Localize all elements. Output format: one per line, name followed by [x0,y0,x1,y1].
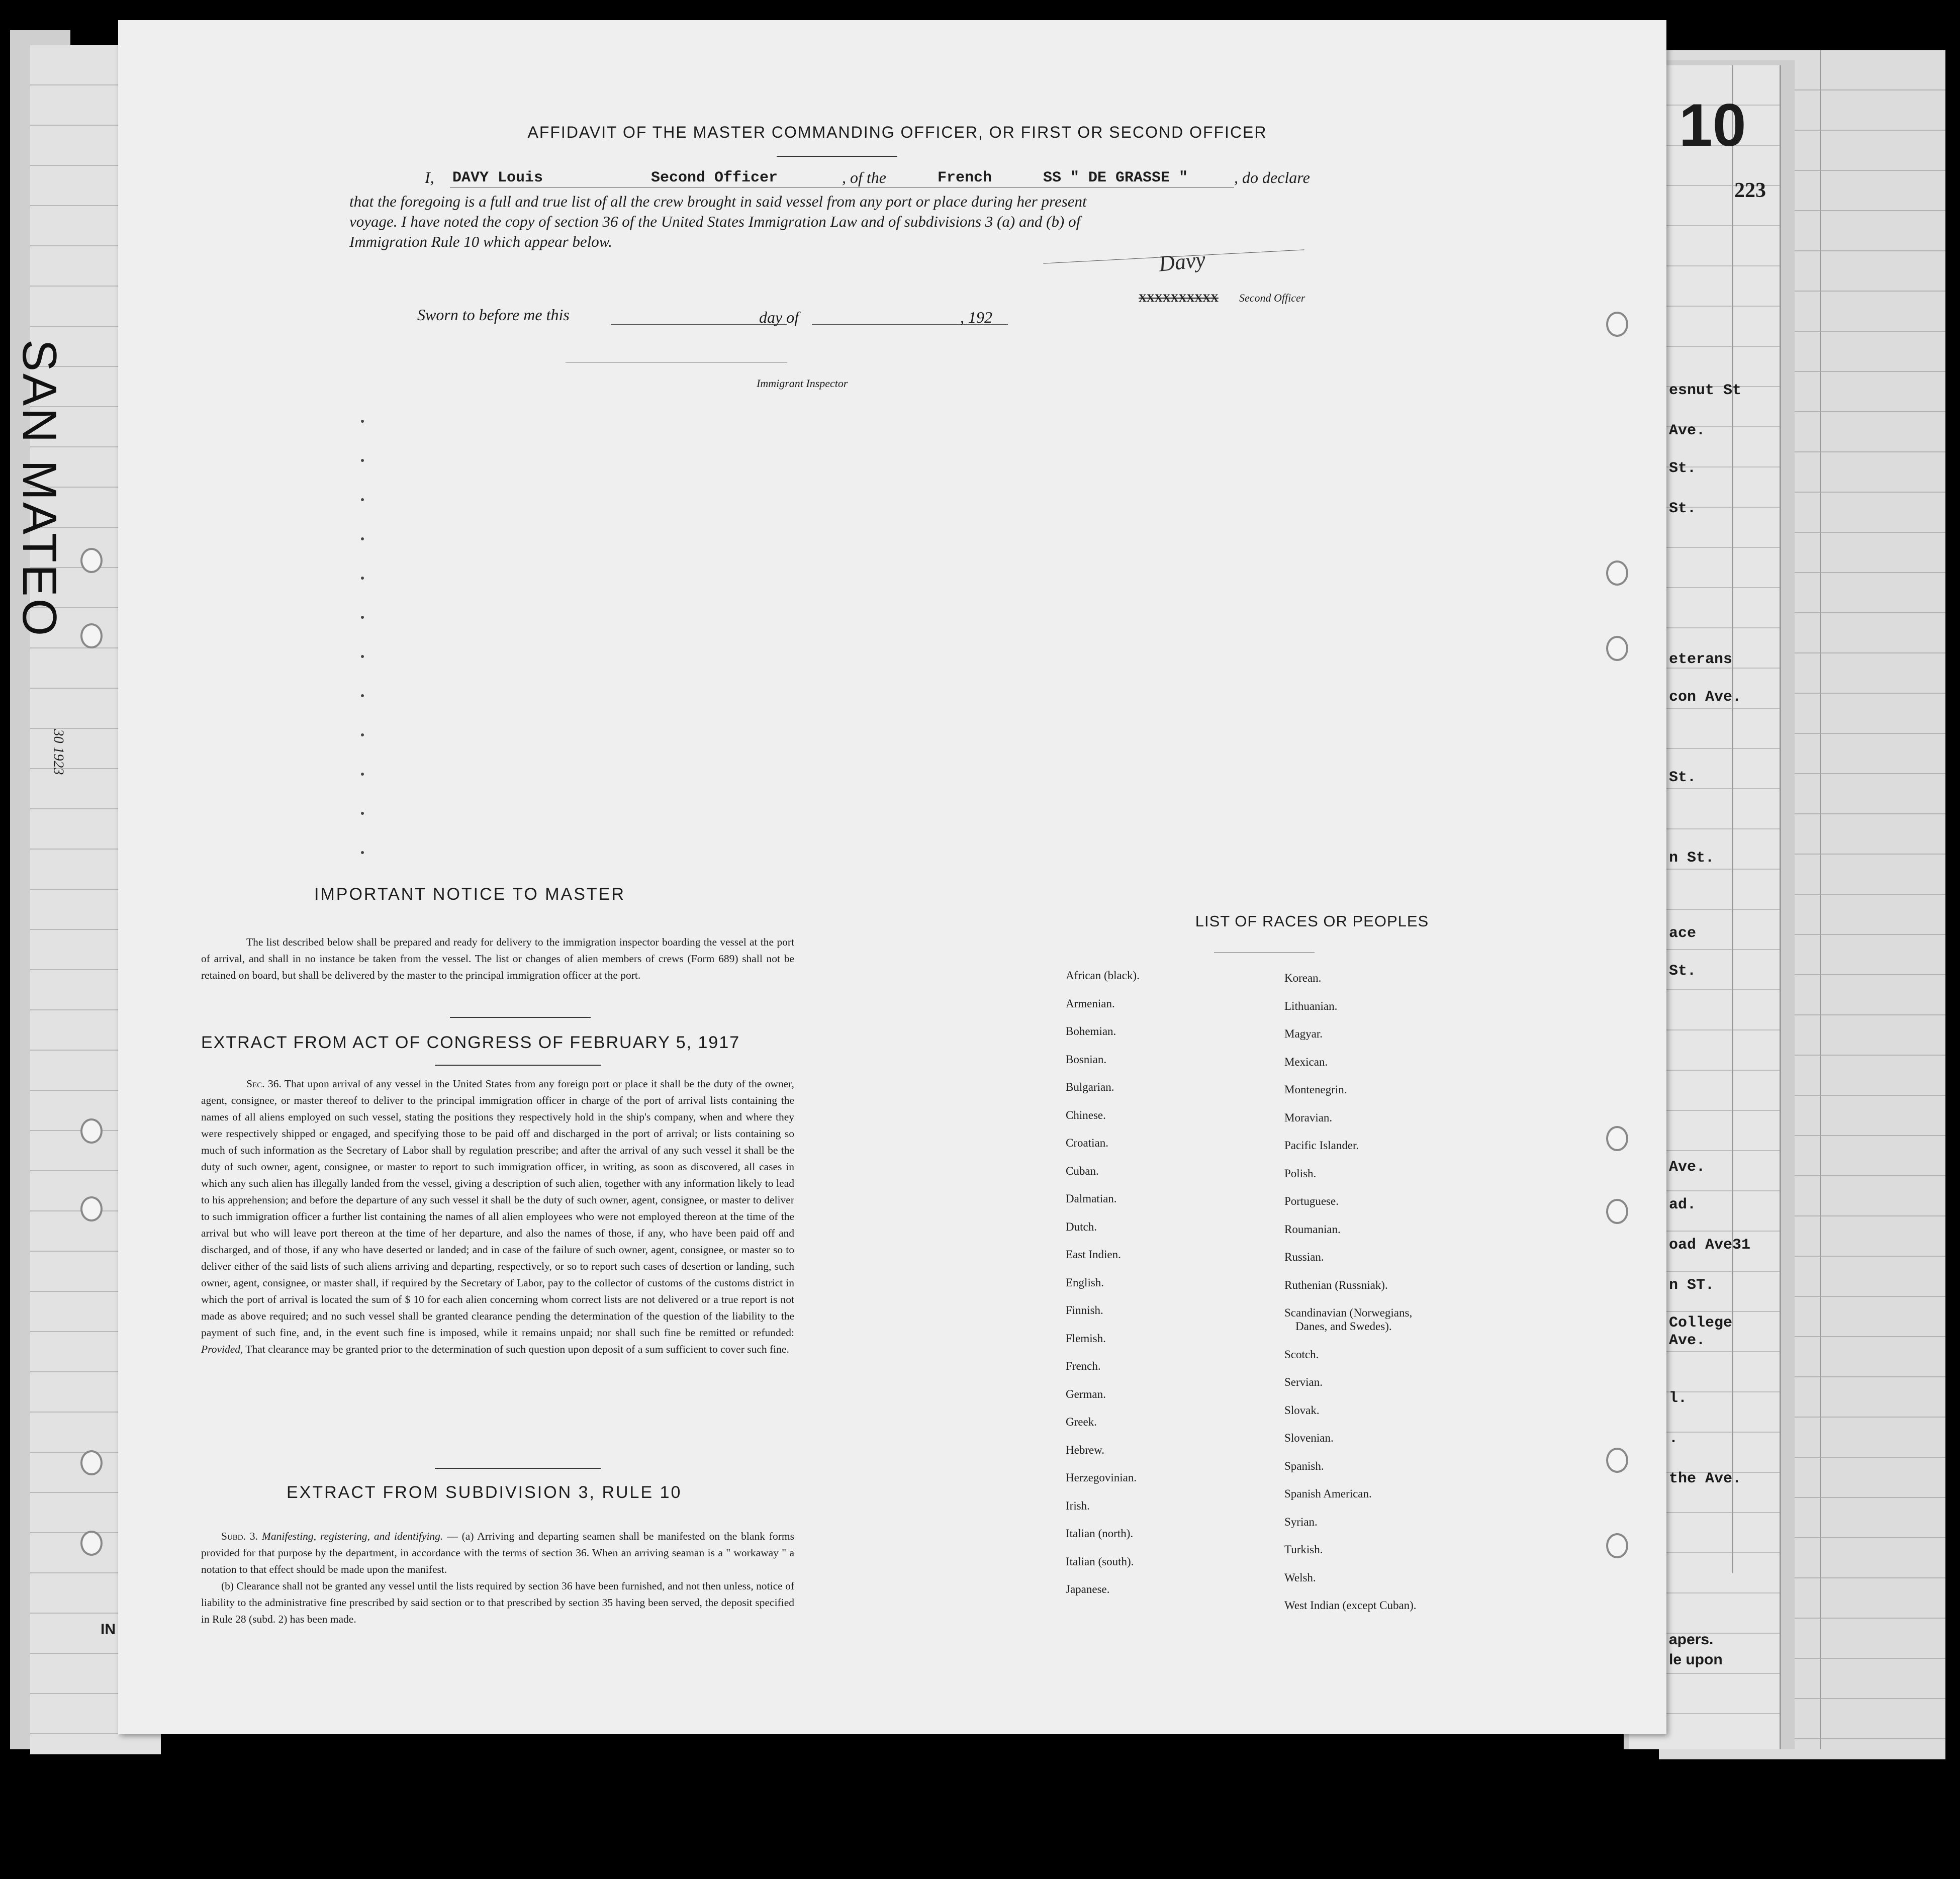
punch-hole [80,1118,103,1144]
address-cell: St. [1669,963,1697,980]
rule-title: EXTRACT FROM SUBDIVISION 3, RULE 10 [287,1483,682,1502]
punch-hole [80,1450,103,1475]
row-mark [361,420,364,423]
ship-nationality: French [938,169,992,186]
race-item: Spanish. [1284,1459,1324,1472]
punch-hole [1606,312,1628,337]
race-item: Portuguese. [1284,1195,1339,1207]
race-item: Lithuanian. [1284,999,1338,1012]
address-cell: l. [1669,1390,1688,1407]
race-item: Polish. [1284,1167,1317,1180]
rule-a: — (a) Arriving and departing seamen shall be manifested on the blank forms provided for that purpose by the department, in accordance with the terms of section 36. When an arriving seaman is a " workaway " a notation to that effect should be made upon the manifest. [201,1530,795,1575]
ship-name: SS " DE GRASSE " [1043,169,1188,186]
row-mark [361,733,364,736]
row-mark [361,655,364,658]
race-item: Finnish. [1066,1304,1103,1317]
address-cell: n St. [1669,850,1715,867]
address-cell: Ave. [1669,422,1706,439]
race-item: Korean. [1284,972,1322,984]
act-section: Sec. 36. [246,1078,282,1090]
officer-name: DAVY Louis [452,169,543,186]
punch-hole [80,623,103,648]
race-item: Scandinavian (Norwegians, [1284,1306,1413,1319]
race-item: Slovak. [1284,1403,1320,1417]
race-item: Croatian. [1066,1137,1108,1149]
race-item: Bosnian. [1066,1053,1107,1066]
affidavit-i: I, [425,168,434,186]
fill-line [450,187,1234,188]
row-mark [361,773,364,776]
address-cell: esnut St [1669,382,1742,399]
signer-title: Second Officer [1239,292,1305,304]
punch-hole [1606,1126,1628,1151]
race-item: Bulgarian. [1066,1081,1114,1093]
address-cell: Ave. [1669,1332,1706,1349]
race-item: Magyar. [1284,1027,1323,1040]
officer-signature: Davy [1157,247,1207,276]
affidavit-line-1 [425,168,434,187]
address-cell: . [1669,1430,1678,1447]
race-item: African (black). [1066,969,1140,982]
race-item: Mexican. [1284,1055,1328,1068]
divider [777,156,897,157]
race-item: Ruthenian (Russniak). [1284,1278,1388,1291]
left-footer-text: IN [101,1621,116,1638]
race-item: West Indian (except Cuban). [1284,1599,1417,1612]
race-item: Scotch. [1284,1348,1319,1361]
column-rule [1732,65,1733,1573]
race-item: Dalmatian. [1066,1192,1117,1205]
corner-mark: 10 [1679,91,1746,159]
punch-hole [80,548,103,573]
right-footer-line-1: apers. [1669,1631,1714,1648]
page-number: 223 [1734,179,1766,202]
address-cell: St. [1669,769,1697,786]
race-item: Cuban. [1066,1164,1099,1177]
race-item: Welsh. [1284,1571,1316,1584]
address-cell: n ST. [1669,1277,1715,1294]
rule-subd-title: Manifesting, registering, and identifying. [261,1530,443,1542]
races-title: LIST OF RACES OR PEOPLES [1195,912,1429,930]
notice-title: IMPORTANT NOTICE TO MASTER [314,885,625,904]
year-text: , 192 [960,308,992,326]
act-text: That upon arrival of any vessel in the United States from any foreign port or place it shall be the duty of the owner, agent, consignee, or master thereof to deliver to the principal immigration officer in charge of the port of arrival lists containing the names of all aliens employed on such vessel, stating the positions they respectively hold in the ship's company, when and where they were respectively shipped or engaged, and specifying those to be paid off and discharged in the port of arrival; or lists containing so much of such information as the Secretary of Labor shall by regulation prescribe; and after the arrival of any such vessel it shall be the duty of such owner, agent, consignee, or master to report to such immigration officer, in writing, as soon as discovered, all cases in which any such alien has illegally landed from the vessel, giving a description of such alien, together with any information likely to lead to his apprehension; and before the departure of any such vessel it shall be the duty of such owner, agent, consignee, or master to deliver to such immigration officer a further list containing the names of all alien employees who were not employed thereon at the time of the arrival but who will leave port thereon at the time of her departure, and also the names of those, if any, who have been paid off and discharged, and of those, if any who have deserted or landed; and in case of the failure of such owner, agent, consignee, or master so to deliver either of the said lists of such aliens arriving and departing, respectively, or so to report such cases of desertion or landing, such owner, agent, consignee, or master shall, if required by the Secretary of Labor, pay to the collector of customs of the customs district in which the port of arrival is located the sum of $ 10 for each alien concerning whom correct lists are not delivered or a true report is not made as above required; and no such vessel shall be granted clearance pending the determination of the question of the liability to the payment of such fine, and, in the event such fine is imposed, while it remains unpaid; nor shall such fine be remitted or refunded: [201,1078,794,1339]
race-item: Pacific Islander. [1284,1139,1359,1152]
stamp-text: SAN MATEO [13,339,66,638]
rule-body [201,1528,794,1628]
divider [435,1468,601,1469]
act-provided: Provided, [201,1343,243,1355]
race-item: Roumanian. [1284,1223,1341,1236]
race-item: Bohemian. [1066,1025,1116,1038]
punch-hole [1606,1448,1628,1473]
race-item: East Indien. [1066,1248,1121,1261]
struck-title: XXXXXXXXXX [1139,292,1219,304]
punch-hole [80,1196,103,1222]
do-declare-text: , do declare [1234,168,1310,186]
punch-hole [1606,1199,1628,1224]
address-cell: eterans [1669,651,1733,668]
affidavit-line-4: Immigration Rule 10 which appear below. [349,233,612,250]
race-item: Japanese. [1066,1583,1110,1595]
row-mark [361,616,364,619]
address-cell: oad Ave31 [1669,1237,1751,1254]
divider [435,1065,601,1066]
race-item: Servian. [1284,1376,1323,1388]
race-item: Turkish. [1284,1543,1323,1556]
race-item: Danes, and Swedes). [1295,1320,1392,1333]
address-cell: St. [1669,460,1697,477]
column-rule [1780,65,1781,1749]
race-item: Montenegrin. [1284,1083,1347,1096]
race-item: Russian. [1284,1251,1324,1263]
address-cell: ace [1669,925,1697,942]
row-mark [361,694,364,697]
affidavit-line-2: that the foregoing is a full and true list of all the crew brought in said vessel from any port or place during her present [349,193,1087,210]
address-cell: con Ave. [1669,689,1742,706]
punch-hole [80,1531,103,1556]
address-cell: Ave. [1669,1159,1706,1176]
rule-subd: Subd. 3. [221,1530,258,1542]
race-item: French. [1066,1360,1101,1372]
day-of-text: day of [759,308,799,326]
address-cell: College [1669,1314,1733,1332]
race-item: Italian (north). [1066,1527,1134,1540]
row-mark [361,812,364,815]
race-item: Flemish. [1066,1332,1106,1345]
punch-hole [1606,1533,1628,1558]
race-item: Moravian. [1284,1111,1333,1124]
column-rule [1820,50,1821,1749]
row-mark [361,498,364,501]
affidavit-title: AFFIDAVIT OF THE MASTER COMMANDING OFFICER, OR FIRST OR SECOND OFFICER [527,123,1267,141]
rule-b: (b) Clearance shall not be granted any vessel until the lists required by section 36 have been furnished, and not then unless, notice of liability to the administrative fine prescribed by said section or to that prescribed by section 35 having been served, the deposit specified in Rule 28 (subd. 2) has been made. [201,1580,794,1625]
inspector-label: Immigrant Inspector [757,377,848,390]
row-mark [361,459,364,462]
race-item: Herzegovinian. [1066,1471,1137,1484]
officer-rank: Second Officer [651,169,778,186]
row-mark [361,537,364,540]
row-mark [361,577,364,580]
race-item: Hebrew. [1066,1443,1105,1456]
right-footer-line-2: le upon [1669,1651,1723,1668]
act-title: EXTRACT FROM ACT OF CONGRESS OF FEBRUARY 5, 1917 [201,1033,740,1052]
address-cell: the Ave. [1669,1470,1742,1487]
race-item: Slovenian. [1284,1432,1334,1444]
race-item: Dutch. [1066,1220,1097,1233]
of-the-text: , of the [842,168,886,186]
race-item: Armenian. [1066,997,1115,1010]
race-item: German. [1066,1387,1106,1400]
affidavit-line-3: voyage. I have noted the copy of section 36 of the United States Immigration Law and of subdivisions 3 (a) and (b) of [349,213,1081,230]
race-item: Italian (south). [1066,1555,1134,1568]
address-cell: ad. [1669,1196,1697,1213]
punch-hole [1606,560,1628,586]
act-body [201,1076,794,1358]
notice-body: The list described below shall be prepared and ready for delivery to the immigration inspector boarding the vessel at the port of arrival, and shall in no instance be taken from the vessel. The list or changes of alien members of crews (Form 689) shall not be retained on board, but shall be delivered by the master to the principal immigration officer at the port. [201,936,794,981]
race-item: Syrian. [1284,1515,1318,1528]
race-item: Spanish American. [1284,1487,1372,1500]
left-date-stamp: 30 1923 [50,729,66,775]
race-item: English. [1066,1276,1104,1289]
sworn-text: Sworn to before me this [417,306,570,324]
punch-hole [1606,636,1628,661]
address-cell: St. [1669,500,1697,517]
row-mark [361,851,364,854]
race-item: Greek. [1066,1416,1097,1428]
race-item: Chinese. [1066,1108,1106,1121]
race-item: Irish. [1066,1499,1090,1512]
divider [450,1017,591,1018]
san-mateo-stamp [13,327,66,689]
act-tail: That clearance may be granted prior to the determination of such question upon deposit of a sum sufficient to cover such fine. [245,1343,789,1355]
